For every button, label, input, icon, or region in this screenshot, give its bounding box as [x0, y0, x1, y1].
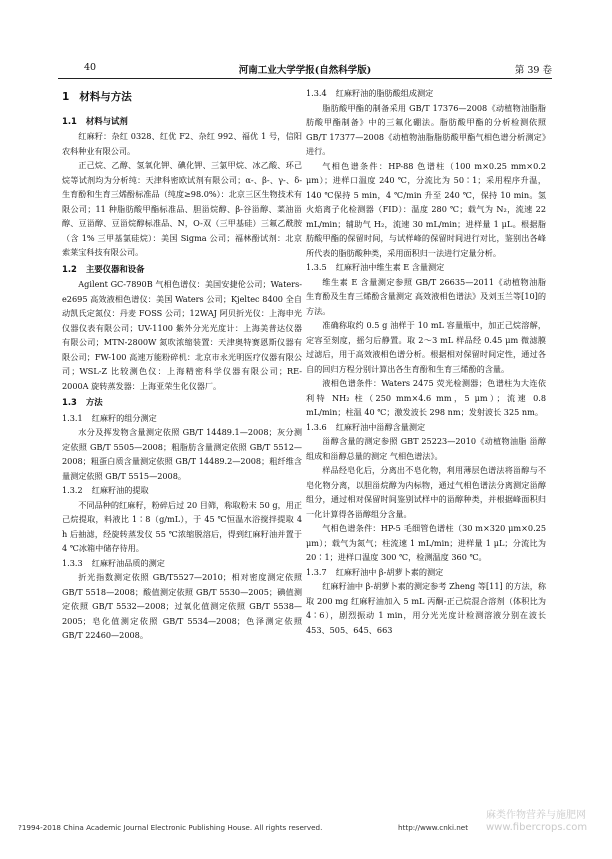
- watermark: 麻类作物营养与施肥网 www.fibercrops.com: [486, 810, 588, 833]
- volume-label: 第 39 卷: [514, 65, 552, 76]
- left-column: [62, 86, 302, 643]
- source-url[interactable]: http://www.cnki.net: [398, 823, 469, 832]
- page-number: 40: [84, 62, 97, 73]
- paragraph: 样品经皂化后，分离出不皂化物，利用薄层色谱法将甾醇与不皂化物分离，以胆甾烷醇为内标物，通过气相色谱法分离测定甾醇组分，通过相对保留时间鉴别试样中的甾醇种类，并根据峰面积归一化计算得各甾醇组分含量。: [306, 465, 546, 519]
- paragraph: 甾醇含量的测定参照 GBT 25223—2010《动植物油脂 甾醇组成和甾醇总量的测定 气相色谱法》。: [306, 436, 546, 461]
- subsubsection-heading: 1.3.3 红麻籽油品质的测定: [62, 557, 165, 568]
- subsubsection-heading: 1.3.1 红麻籽的组分测定: [62, 412, 157, 423]
- subsubsection-heading: 1.3.2 红麻籽油的提取: [62, 485, 149, 495]
- paragraph: 维生素 E 含量测定参照 GB/T 26635—2011《动植物油脂 生育酚及生育三烯酚含量测定 高效液相色谱法》及刘玉兰等[10]的方法。: [306, 276, 546, 316]
- paragraph: Agilent GC-7890B 气相色谱仪：美国安捷伦公司；Waters-e2695 高效液相色谱仪：美国 Waters 公司；Kjeltec 8400 全自动凯氏定氮仪：丹麦 FOSS 公司；12WAJ 阿贝折光仪：上海申光仪器仪表有限公司；UV-1100 紫外分光光度计：上海美普达仪器有限公司；MTN-2800W 氮吹浓缩装置：天津奥特赛恩斯仪器有限公司；FW-100 高速万能粉碎机：北京市永光明医疗仪器有限公司；WSL-Z 比较测色仪：上海精密科学仪器有限公司；RE-2000A 旋转蒸发器：上海亚荣生化仪器厂。: [62, 279, 302, 391]
- paragraph: 不同品种的红麻籽，粉碎后过 20 目筛，称取粉末 50 g，用正己烷提取，料液比 1∶8（g/mL），于 45 ℃恒温水浴搅拌提取 4 h 后抽滤，经旋转蒸发仪 55 ℃浓缩脱溶后，得到红麻籽油并置于 4 ℃冰箱中储存待用。: [62, 499, 302, 553]
- subsubsection-heading: 1.3.6 红麻籽油中甾醇含量测定: [306, 421, 426, 432]
- header-rule: [58, 78, 552, 79]
- subsection-heading: 1.2 主要仪器和设备: [62, 263, 145, 274]
- subsubsection-heading: 1.3.7 红麻籽油中 β-胡萝卜素的测定: [306, 566, 444, 577]
- paragraph: 准确称取约 0.5 g 油样于 10 mL 容量瓶中，加正己烷溶解，定容至刻度，摇匀后静置。取 2～3 mL 样品经 0.45 μm 微滤膜过滤后，用于高效液相色谱分析。根据相对保留时间定性，通过各自的回归方程分别计算出各生育酚和生育三烯酚的含量。: [306, 320, 546, 374]
- subsubsection-heading: 1.3.5 红麻籽油中维生素 E 含量测定: [306, 262, 445, 272]
- paragraph: 气相色谱条件：HP-5 毛细管色谱柱（30 m×320 μm×0.25 μm）；载气为氮气；柱流速 1 mL/min；进样量 1 μL；分流比为 20∶1；进样口温度 300 ℃，检测温度 360 ℃。: [306, 523, 546, 562]
- paragraph: 正己烷、乙醇、氢氧化钾、碘化钾、三氯甲烷、冰乙酸、环己烷等试剂均为分析纯：天津科密欧试剂有限公司；α-、β-、γ-、δ-生育酚和生育三烯酚标准品（纯度≥98.0%）：北京三区生物技术有限公司；11 种脂肪酸甲酯标准品、胆甾烷醇、β-谷甾醇、菜油甾醇、豆甾醇、豆甾烷醇标准品、N，O-双（三甲基硅）三氟乙酰胺（含 1% 三甲基氯硅烷）：美国 Sigma 公司；福林酚试剂：北京索莱宝科技有限公司。: [62, 160, 302, 257]
- subsection-heading: 1.3 方法: [62, 397, 103, 407]
- paragraph: 气相色谱条件：HP-88 色谱柱（100 m×0.25 mm×0.2 μm）；进样口温度 240 ℃，分流比为 50∶1；采用程序升温，140 ℃保持 5 min，4 ℃/min 升至 240 ℃，保持 10 min。氢火焰离子化检测器（FID）：温度 280 ℃；载气为 N₂，流速 22 mL/min；辅助气 H₂，流速 30 mL/min；进样量 1 μL。根据脂肪酸甲酯的保留时间，与试样峰的保留时间进行对比，鉴别出各峰所代表的脂肪酸种类，采用面积归一法进行定量分析。: [306, 160, 546, 258]
- subsection-heading: 1.1 材料与试剂: [62, 115, 128, 126]
- copyright-notice: ?1994-2018 China Academic Journal Electronic Publishing House. All rights reserved.: [18, 823, 323, 832]
- paragraph: 红麻籽油中 β-胡萝卜素的测定参考 Zheng 等[11] 的方法，称取 200 mg 红麻籽油加入 5 mL 丙酮-正己烷混合溶剂（体积比为 4∶6），剧烈振动 1 min，用分光光度计检测溶液分别在波长 453、505、645、663: [306, 581, 546, 635]
- right-column: [306, 86, 546, 637]
- running-header: [58, 62, 552, 78]
- paragraph: 脂肪酸甲酯的制备采用 GB/T 17376—2008《动植物油脂脂肪酸甲酯制备》中的三氟化硼法。脂肪酸甲酯的分析检测依照 GB/T 17377—2008《动植物油脂脂肪酸甲酯气相色谱分析测定》进行。: [306, 102, 546, 156]
- section-heading: 1 材料与方法: [62, 91, 132, 103]
- paragraph: 红麻籽：杂红 0328、红优 F2、杂红 992、福优 1 号，信阳农科种业有限公司。: [62, 131, 302, 156]
- paragraph: 折光指数测定依照 GB/T5527—2010；相对密度测定依照 GB/T 5518—2008；酸值测定依照 GB/T 5530—2005；碘值测定依照 GB/T 5532—2008；过氧化值测定依照 GB/T 5538—2005；皂化值测定依照 GB/T 5534—2008；色泽测定依照 GB/T 22460—2008。: [62, 572, 302, 640]
- paragraph: 水分及挥发物含量测定依照 GB/T 14489.1—2008；灰分测定依照 GB/T 5505—2008；粗脂肪含量测定依照 GB/T 5512—2008；粗蛋白质含量测定依照 GB/T 14489.2—2008；粗纤维含量测定依照 GB/T 5515—2008。: [62, 427, 302, 481]
- journal-title: 河南工业大学学报(自然科学版): [238, 65, 372, 76]
- subsubsection-heading: 1.3.4 红麻籽油的脂肪酸组成测定: [306, 88, 434, 98]
- paragraph: 液相色谱条件：Waters 2475 荧光检测器；色谱柱为大连依利特 NH₂ 柱（250 mm×4.6 mm，5 μm）；流速 0.8 mL/min；柱温 40 ℃；激发波长 298 nm；发射波长 325 nm。: [306, 378, 546, 417]
